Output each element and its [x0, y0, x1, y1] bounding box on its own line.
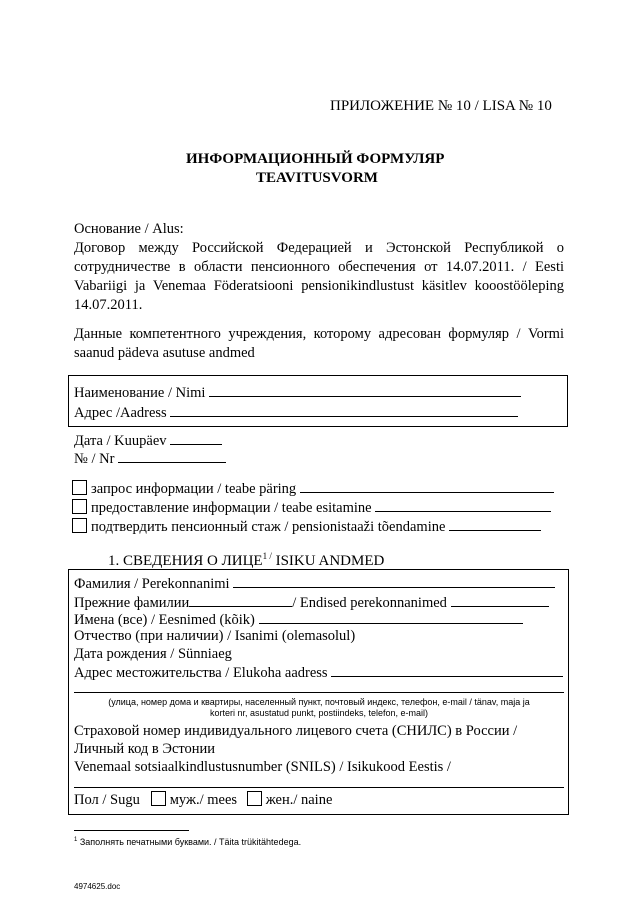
institution-name-row — [74, 382, 521, 403]
address-hint-line: korteri nr, asustatud punkt, postiindeks, telefon, e-mail) — [209, 708, 429, 718]
provide-info-label: предоставление информации / teabe esitamine — [91, 500, 372, 516]
institution-address-field[interactable] — [170, 402, 518, 417]
institution-address-label: Адрес /Aadress — [74, 405, 167, 421]
address-row — [74, 662, 563, 683]
basis-line: Vabariigi ja Venemaa Föderatsiooni pensionikindlustust käsitlev kooostööleping — [74, 278, 564, 294]
male-checkbox[interactable] — [151, 791, 166, 806]
prev-surname-field-ru[interactable] — [189, 592, 292, 607]
number-label: № / Nr — [74, 451, 115, 467]
address-field[interactable] — [331, 662, 563, 677]
female-label: жен./ naine — [265, 792, 333, 808]
request-row — [72, 516, 541, 537]
snils-label-2: Личный код в Эстонии — [74, 741, 216, 757]
request-row — [72, 478, 554, 499]
institution-name-field[interactable] — [209, 382, 521, 397]
basis-line: Договор между Российской Федерацией и Эстонской Республикой о — [74, 240, 564, 256]
competent-text — [74, 325, 564, 363]
sex-label: Пол / Sugu — [74, 792, 140, 808]
number-row — [74, 448, 226, 469]
surname-row — [74, 573, 555, 594]
request-info-label: запрос информации / teabe päring — [91, 481, 297, 497]
male-label: муж./ mees — [169, 792, 238, 808]
sex-row — [74, 791, 332, 810]
names-field[interactable] — [259, 609, 523, 624]
section1-title-et: ISIKU ANDMED — [271, 553, 385, 569]
number-field[interactable] — [118, 448, 226, 463]
competent-line: Данные компетентного учреждения, которому адресован формуляр / Vormi — [74, 326, 564, 342]
confirm-service-field[interactable] — [449, 516, 541, 531]
date-label: Дата / Kuupäev — [74, 433, 167, 449]
address-label: Адрес местожительства / Elukoha aadress — [74, 665, 328, 681]
footnote-mark: 1 — [74, 837, 78, 843]
form-title-ru: ИНФОРМАЦИОННЫЙ ФОРМУЛЯР — [186, 151, 445, 167]
prev-surname-label-et: / Endised perekonnanimed — [292, 595, 447, 611]
prev-surname-field-et[interactable] — [451, 592, 549, 607]
annex-label: ПРИЛОЖЕНИЕ № 10 / LISA № 10 — [330, 98, 552, 114]
basis-line: сотрудничестве в области пенсионного обеспечения от 14.07.2011. / Eesti — [74, 259, 564, 275]
female-checkbox[interactable] — [247, 791, 262, 806]
snils-label-1: Страховой номер индивидуального лицевого счета (СНИЛС) в России / — [74, 723, 518, 739]
confirm-service-label: подтвердить пенсионный стаж / pensionistaaži tõendamine — [91, 519, 446, 535]
birthdate-label: Дата рождения / Sünniaeg — [74, 646, 232, 662]
date-field[interactable] — [170, 430, 222, 445]
section1-title — [108, 547, 384, 571]
section1-title-ru: 1. СВЕДЕНИЯ О ЛИЦЕ — [108, 553, 263, 569]
institution-name-label: Наименование / Nimi — [74, 385, 206, 401]
address-extra-line[interactable] — [74, 692, 564, 693]
names-label: Имена (все) / Eesnimed (kõik) — [74, 612, 255, 628]
form-title-et: TEAVITUSVORM — [256, 170, 378, 186]
request-row — [72, 497, 551, 518]
basis-text — [74, 239, 564, 315]
address-hint — [72, 697, 566, 719]
surname-field[interactable] — [233, 573, 555, 588]
provide-info-checkbox[interactable] — [72, 499, 87, 514]
basis-label: Основание / Alus: — [74, 221, 184, 237]
footnote-text: Заполнять печатными буквами. / Täita trükitähtedega. — [79, 837, 302, 847]
competent-line: saanud pädeva asutuse andmed — [74, 345, 255, 361]
provide-info-field[interactable] — [375, 497, 551, 512]
basis-line: 14.07.2011. — [74, 297, 143, 313]
patronymic-label: Отчество (при наличии) / Isanimi (olemasolul) — [74, 628, 356, 644]
institution-address-row — [74, 402, 518, 423]
surname-label: Фамилия / Perekonnanimi — [74, 576, 230, 592]
footnote-ref: 1 / — [262, 551, 272, 561]
address-hint-line: (улица, номер дома и квартиры, населенный пункт, почтовый индекс, телефон, e-mail / tänav, maja ja — [108, 697, 530, 707]
confirm-service-checkbox[interactable] — [72, 518, 87, 533]
prev-surname-label-ru: Прежние фамилии — [74, 595, 190, 611]
request-info-checkbox[interactable] — [72, 480, 87, 495]
footnote-separator — [74, 830, 189, 831]
snils-line[interactable] — [74, 787, 564, 788]
request-info-field[interactable] — [300, 478, 554, 493]
snils-label-3: Venemaal sotsiaalkindlustusnumber (SNILS) / Isikukood Eestis / — [74, 759, 451, 775]
document-id: 4974625.doc — [74, 882, 121, 891]
footnote — [74, 834, 301, 848]
